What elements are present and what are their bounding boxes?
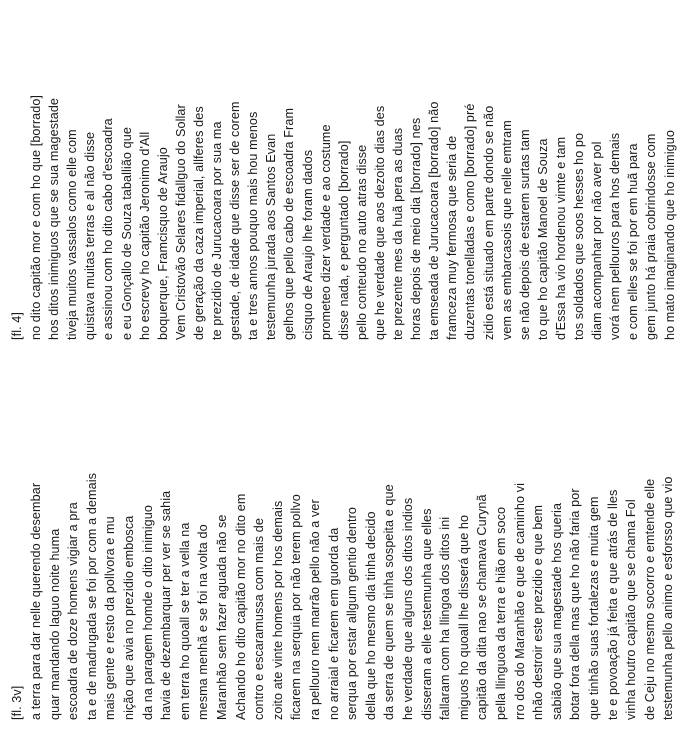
text-line: diam acompanhar por não aver pol [590,141,605,340]
text-line: mesma menhã e se foi na volta do [196,524,211,720]
text-line: prometeo dizer verdade e ao costume [318,124,333,340]
text-line: vinha houtro capitão que se chama Fol [624,499,639,720]
text-line: Maranhão sem fazer aguada não se [215,514,229,720]
text-line: Vem Cristovão Selares fidallguo do Sollar [173,104,188,340]
text-line: quistava muitas terras e al não disse [83,131,98,340]
text-line: em terra ho quoall se ter a vella na [177,522,192,720]
folio-number: [fl. 4] [10,312,24,340]
text-line: boquerque, Framcisquo de Araujo [155,147,170,340]
text-line: no arraial e ficarem em guorda da [326,527,341,720]
folio-number: [fl. 3v] [10,685,24,720]
text-line: de Ceju no mesmo socorro e emtende elle [642,478,657,720]
text-line: contro e escaramussa com mais de [252,518,267,720]
text-line: ta emseada de Jurucacoara [borrado] não [427,101,442,340]
text-line: ficarem na serquia por não terem pollvo [289,494,304,720]
text-line: ho mato imaginando que ho inimiguo [662,130,677,340]
text-line: gelhos que pello cabo de escoadra Fram [282,107,297,340]
text-line: nição que avia no prezidio embosca [122,515,136,720]
text-line: Achando ho dito capitão mor no dito em [233,493,248,720]
text-line: e assinou com ho dito cabo d'escoadra [101,118,116,340]
text-line: no dito capitão mor e com ho que [borrado] [29,94,43,340]
text-line: vem as embarcasois que nelle emtram [499,120,514,340]
right-column-folio-4 [0,0,700,354]
text-line: de geração da caza imperial, allferes des [191,106,206,340]
text-line: ta e de madrugada se foi por com a demais [84,472,99,720]
text-line: nhão destroir este prezidio e que bem [531,504,546,720]
text-line: havia de dezembarquar per ver se sahia [159,490,174,720]
text-line: e com elles se foi por em huã para [626,143,641,340]
text-line: d'Essa ha vio hordenou vimte e tam [553,136,568,340]
text-line: ra pellouro nem marrão pello não a ver [308,499,322,720]
text-line: disseram a elle testemunha que elles [419,508,434,720]
text-line: que tinhão suas fortalezas e muita gem [587,496,601,720]
text-line: escoadra de doze homens vigiar a pra [66,502,81,720]
text-line: pello conteudo no auto atras disse [354,144,369,340]
text-line: gestade, de idade que disse ser de corem [228,101,243,340]
text-line: te prezente mes da huã pera as duas [391,127,405,340]
text-line: tos soldados que soos hesses ho po [572,132,586,340]
text-line: te e povoação já feita e que atrás de lles [605,489,620,720]
text-line: se não depois de estarem surtas tam [517,129,532,340]
left-column-folio-3v [0,354,700,734]
text-line: he verdade que alguns dos ditos indios [401,497,415,720]
text-line: quar mandando laguo noite huma [47,528,62,720]
text-line: da na paragem homde o dito inimiguo [140,505,155,720]
text-line: duzentas tonelladas e como [borrado] pré [463,103,478,340]
text-line: zidio está situado em parte dondo se não [481,105,496,340]
text-line: zoito ate vinte homens por hos demais [270,500,285,720]
text-line: fallaram com ha llingoa dos ditos ini [438,516,453,720]
text-line: tiveja muitos vassalos como elle com [65,129,80,340]
text-line: della que ho mesmo dia tinha decido [363,511,378,720]
text-line: horas depois de meio dia [borrado] nes [409,117,424,340]
text-line: disse nada, e perguntado [borrado] [336,140,351,340]
text-line: cisquo de Araujo lhe foram dados [300,149,315,340]
text-line: to que ho capitão Manoel de Souza [535,138,550,340]
text-line: miguos ho quoall lhe disserá que ho [456,514,471,720]
text-line: testemunha jurada aos Santos Evan [264,133,279,340]
text-line: e eu Gonçallo de Souza taballião que [119,127,134,340]
text-line: framceza muy fermosa que seria de [445,135,460,340]
text-line: da serra de quem se tinha sospeita e que [382,484,397,720]
text-line: te prezidio de Jurucacoara por sua ma [210,121,224,340]
text-line: hos ditos inimiguos que se sua magestade [47,97,62,340]
text-line: ta e tres annos pouquo mais hou menos [246,111,261,340]
text-line: mais gente e resto da pollvora e mu [103,516,118,720]
text-line: testemunha pello animo e esforsso que vio [661,476,676,720]
text-line: pella llinguoa da terra e hião em soco [494,506,508,720]
text-line: ho escrevy ho capitão Jeronimo d'All [137,131,152,340]
text-line: gem junto há praia cobrindosse com [644,133,659,340]
text-line: serqua por estar allgum gentio dentro [345,506,360,720]
text-line: vorá nem pellouros para hos demais [608,132,623,340]
text-line: botar fora della mas que ho não faria por [568,488,583,720]
text-line: rro dos do Maranhão e que de caminho vi [512,482,527,720]
text-line: sabião que sua magestade hos queria [549,502,564,720]
text-line: capitão da dita nao se chamava Curynã [475,494,490,720]
text-line: que he verdade que aos dezoito dias des [372,105,387,340]
text-line: a terra para dar nelle querendo desembar [29,482,43,720]
